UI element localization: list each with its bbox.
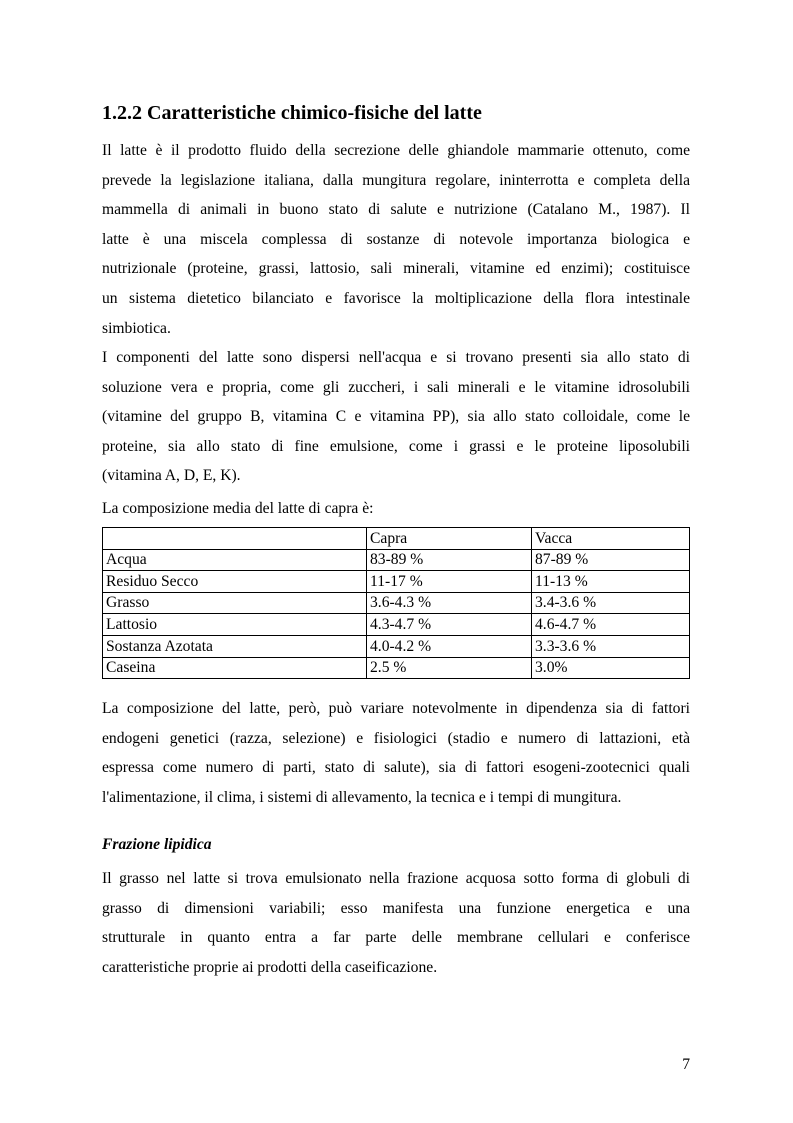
text-line: strutturale in quanto entra a far parte delle membrane cellulari e conferisce (102, 929, 690, 947)
table-cell: 4.0-4.2 % (367, 635, 532, 657)
text-line: La composizione del latte, però, può variare notevolmente in dipendenza sia di fattori (102, 700, 690, 717)
text-line: mammella di animali in buono stato di salute e nutrizione (Catalano M., 1987). Il (102, 201, 690, 219)
text-line: simbiotica. (102, 319, 171, 337)
table-row (103, 614, 690, 636)
table-cell: 4.6-4.7 % (532, 614, 690, 636)
table-cell: 4.3-4.7 % (367, 614, 532, 636)
text-line: La composizione media del latte di capra è: (102, 500, 374, 517)
composition-table (102, 527, 690, 679)
paragraph-composition-variation (102, 694, 690, 812)
text-line: grasso di dimensioni variabili; esso manifesta una funzione energetica e una (102, 899, 690, 917)
text-line: un sistema dietetico bilanciato e favorisce la moltiplicazione della flora intestinale (102, 289, 690, 307)
table-header-cell (103, 528, 367, 550)
table-cell: 11-13 % (532, 571, 690, 593)
table-header-cell: Vacca (532, 528, 690, 550)
table-cell: 2.5 % (367, 657, 532, 679)
text-line: soluzione vera e propria, come gli zuccheri, i sali minerali e le vitamine idrosolubili (102, 378, 690, 396)
paragraph-milk-definition (102, 136, 690, 343)
section-title: 1.2.2 Caratteristiche chimico-fisiche del latte (102, 102, 482, 124)
table-cell: Grasso (103, 592, 367, 614)
text-line: (vitamina A, D, E, K). (102, 467, 241, 485)
table-row (103, 549, 690, 571)
text-line: nutrizionale (proteine, grassi, lattosio, sali minerali, vitamine ed enzimi); costituisce (102, 260, 690, 278)
table-cell: 11-17 % (367, 571, 532, 593)
table-row (103, 571, 690, 593)
table-cell: 3.4-3.6 % (532, 592, 690, 614)
paragraph-milk-components (102, 343, 690, 491)
subsection-title: Frazione lipidica (102, 836, 212, 853)
text-line: latte è una miscela complessa di sostanze di notevole importanza biologica e (102, 230, 690, 248)
text-line: (vitamine del gruppo B, vitamina C e vitamina PP), sia allo stato colloidale, come le (102, 408, 690, 426)
table-cell: Acqua (103, 549, 367, 571)
table-row (103, 592, 690, 614)
table-row (103, 635, 690, 657)
table-cell: Sostanza Azotata (103, 635, 367, 657)
paragraph-lipid-fraction (102, 864, 690, 982)
table-cell: 3.6-4.3 % (367, 592, 532, 614)
table-header-row (103, 528, 690, 550)
table-cell: 3.0% (532, 657, 690, 679)
table-cell: Residuo Secco (103, 571, 367, 593)
table-cell: Lattosio (103, 614, 367, 636)
text-line: proteine, sia allo stato di fine emulsione, come i grassi e le proteine liposolubili (102, 437, 690, 455)
table-header-cell: Capra (367, 528, 532, 550)
text-line: I componenti del latte sono dispersi nell'acqua e si trovano presenti sia allo stato di (102, 349, 690, 366)
table-row (103, 657, 690, 679)
page-number: 7 (682, 1056, 690, 1073)
text-line: caratteristiche proprie ai prodotti della caseificazione. (102, 958, 438, 976)
table-cell: 83-89 % (367, 549, 532, 571)
text-line: l'alimentazione, il clima, i sistemi di allevamento, la tecnica e i tempi di mungitura. (102, 788, 622, 806)
table-cell: 87-89 % (532, 549, 690, 571)
text-line: Il latte è il prodotto fluido della secrezione delle ghiandole mammarie ottenuto, come (102, 142, 690, 159)
text-line: endogeni genetici (razza, selezione) e fisiologici (stadio e numero di lattazioni, età (102, 729, 690, 747)
table-cell: Caseina (103, 657, 367, 679)
table-cell: 3.3-3.6 % (532, 635, 690, 657)
text-line: Il grasso nel latte si trova emulsionato nella frazione acquosa sotto forma di globuli di (102, 870, 690, 887)
text-line: espressa come numero di parti, stato di salute), sia di fattori esogeni-zootecnici quali (102, 759, 690, 777)
table-intro (102, 494, 690, 524)
text-line: prevede la legislazione italiana, dalla mungitura regolare, ininterrotta e completa della (102, 171, 690, 189)
